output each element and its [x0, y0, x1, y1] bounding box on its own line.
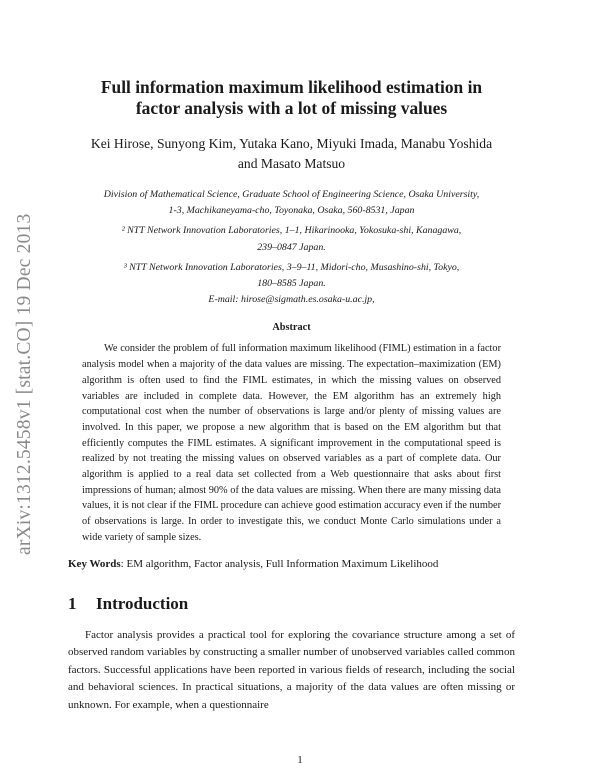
title-line-2: factor analysis with a lot of missing values [135, 98, 448, 118]
abstract-text: We consider the problem of full information maximum likelihood (FIML) estimation in a factor analysis model when a majority of the data values are missing. The expectation–maximization (EM) algorithm is often used to find the FIML estimates, in which the missing values on observed variables are included in complete data. However, the EM algorithm has an extremely high computational cost when the number of observations is large and/or plenty of missing values are involved. In this paper, we propose a new algorithm that is based on the EM algorithm but that efficiently computes the FIML estimates. A significant improvement in the computational speed is realized by not treating the missing values on observed variables as a part of complete data. Our algorithm is applied to a real data set collected from a Web questionnaire that asks about first impressions of human; almost 90% of the data values are missing. When there are many missing data values, it is not clear if the FIML procedure can achieve good estimation accuracy even if the number of observations is large. In order to investigate this, we conduct Monte Carlo simulations under a wide variety of sample sizes. [82, 343, 501, 543]
affiliations [68, 187, 515, 308]
keywords-label: Key Words [68, 557, 121, 570]
title-line-1: Full information maximum likelihood estimation in [100, 77, 483, 97]
affiliation-1-line-2: 1-3, Machikaneyama-cho, Toyonaka, Osaka, 560-8531, Japan [168, 205, 415, 217]
authors-line-2: and Masato Matsuo [237, 156, 346, 171]
affiliation-3-line-2: 180–8585 Japan. [257, 278, 326, 290]
affiliation-3-line-1: ³ NTT Network Innovation Laboratories, 3–9–11, Midori-cho, Musashino-shi, Tokyo, [123, 261, 460, 273]
author-list [68, 134, 515, 174]
abstract-heading: Abstract [272, 322, 311, 334]
authors-line-1: Kei Hirose, Sunyong Kim, Yutaka Kano, Miyuki Imada, Manabu Yoshida [90, 136, 493, 151]
section-title: Introduction [96, 593, 189, 613]
affiliation-2-line-2: 239–0847 Japan. [257, 241, 326, 253]
contact-email: E-mail: hirose@sigmath.es.osaka-u.ac.jp, [208, 294, 375, 306]
affiliation-1-line-1: Division of Mathematical Science, Graduate School of Engineering Science, Osaka University, [103, 189, 480, 200]
section-number: 1 [68, 593, 77, 613]
section-heading-introduction [68, 594, 515, 614]
introduction-paragraph: Factor analysis provides a practical tool for exploring the covariance structure among a set of observed random variables by constructing a smaller number of unobserved variables called common factors. Successful applications have been reported in various fields of research, including the social and behavioral sciences. In practical situations, a majority of the data values are often missing or unknown. For example, when a questionnaire [68, 628, 515, 711]
keywords-text: : EM algorithm, Factor analysis, Full Information Maximum Likelihood [120, 557, 439, 570]
paper-title [68, 77, 515, 119]
affiliation-2-line-1: ² NTT Network Innovation Laboratories, 1–1, Hikarinooka, Yokosuka-shi, Kanagawa, [121, 225, 462, 237]
paper-page [68, 0, 515, 725]
arxiv-identifier-stamp: arXiv:1312.5458v1 [stat.CO] 19 Dec 2013 [14, 213, 35, 555]
keywords [68, 557, 515, 572]
page-number: 1 [297, 754, 303, 766]
